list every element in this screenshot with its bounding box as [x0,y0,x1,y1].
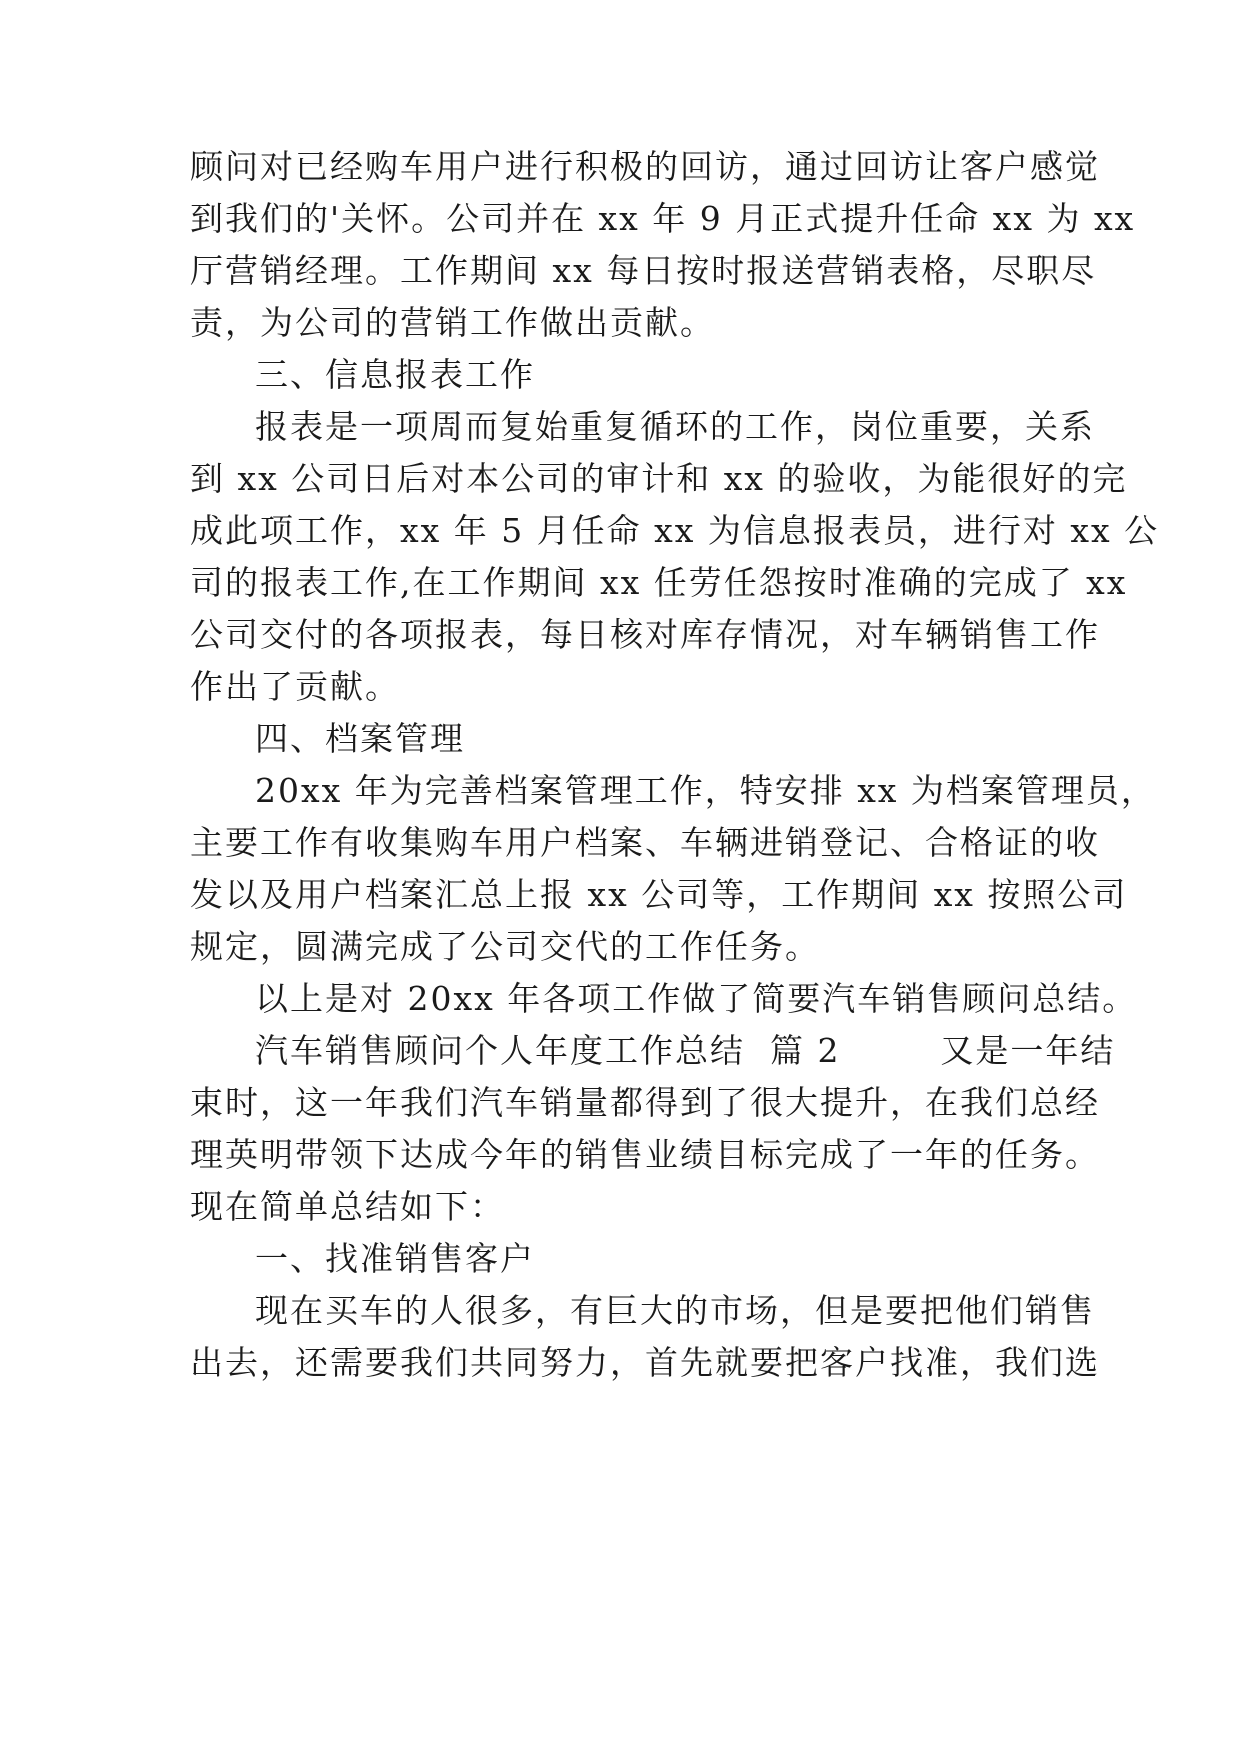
paragraph-line: 到我们的'关怀。公司并在 xx 年 9 月正式提升任命 xx 为 xx [190,199,1136,238]
paragraph-line: 司的报表工作,在工作期间 xx 任劳任怨按时准确的完成了 xx [190,563,1128,602]
paragraph-line: 作出了贡献。 [190,667,400,706]
paragraph-line: 出去，还需要我们共同努力，首先就要把客户找准，我们选 [190,1343,1100,1382]
paragraph-line: 发以及用户档案汇总上报 xx 公司等，工作期间 xx 按照公司 [190,875,1128,914]
paragraph-line: 规定，圆满完成了公司交代的工作任务。 [190,927,820,966]
paragraph-line: 报表是一项周而复始重复循环的工作，岗位重要，关系 [255,407,1095,446]
section-heading: 四、档案管理 [255,719,465,758]
paragraph-line: 顾问对已经购车用户进行积极的回访，通过回访让客户感觉 [190,147,1100,186]
paragraph-line: 到 xx 公司日后对本公司的审计和 xx 的验收，为能很好的完 [190,459,1128,498]
paragraph-line: 现在买车的人很多，有巨大的市场，但是要把他们销售 [255,1291,1095,1330]
paragraph-line: 20xx 年为完善档案管理工作，特安排 xx 为档案管理员， [255,771,1156,810]
paragraph-line: 厅营销经理。工作期间 xx 每日按时报送营销表格，尽职尽 [190,251,1097,290]
paragraph-line: 责，为公司的营销工作做出贡献。 [190,303,715,342]
section-title-line: 汽车销售顾问个人年度工作总结 篇 2 又是一年结 [255,1031,1116,1070]
paragraph-line: 束时，这一年我们汽车销量都得到了很大提升，在我们总经 [190,1083,1100,1122]
paragraph-line: 理英明带领下达成今年的销售业绩目标完成了一年的任务。 [190,1135,1100,1174]
paragraph-line: 现在简单总结如下： [190,1187,505,1226]
paragraph-line: 以上是对 20xx 年各项工作做了简要汽车销售顾问总结。 [255,979,1138,1018]
section-heading: 一、找准销售客户 [255,1239,535,1278]
paragraph-line: 成此项工作，xx 年 5 月任命 xx 为信息报表员，进行对 xx 公 [190,511,1160,550]
paragraph-line: 主要工作有收集购车用户档案、车辆进销登记、合格证的收 [190,823,1100,862]
section-heading: 三、信息报表工作 [255,355,535,394]
paragraph-line: 公司交付的各项报表，每日核对库存情况，对车辆销售工作 [190,615,1100,654]
